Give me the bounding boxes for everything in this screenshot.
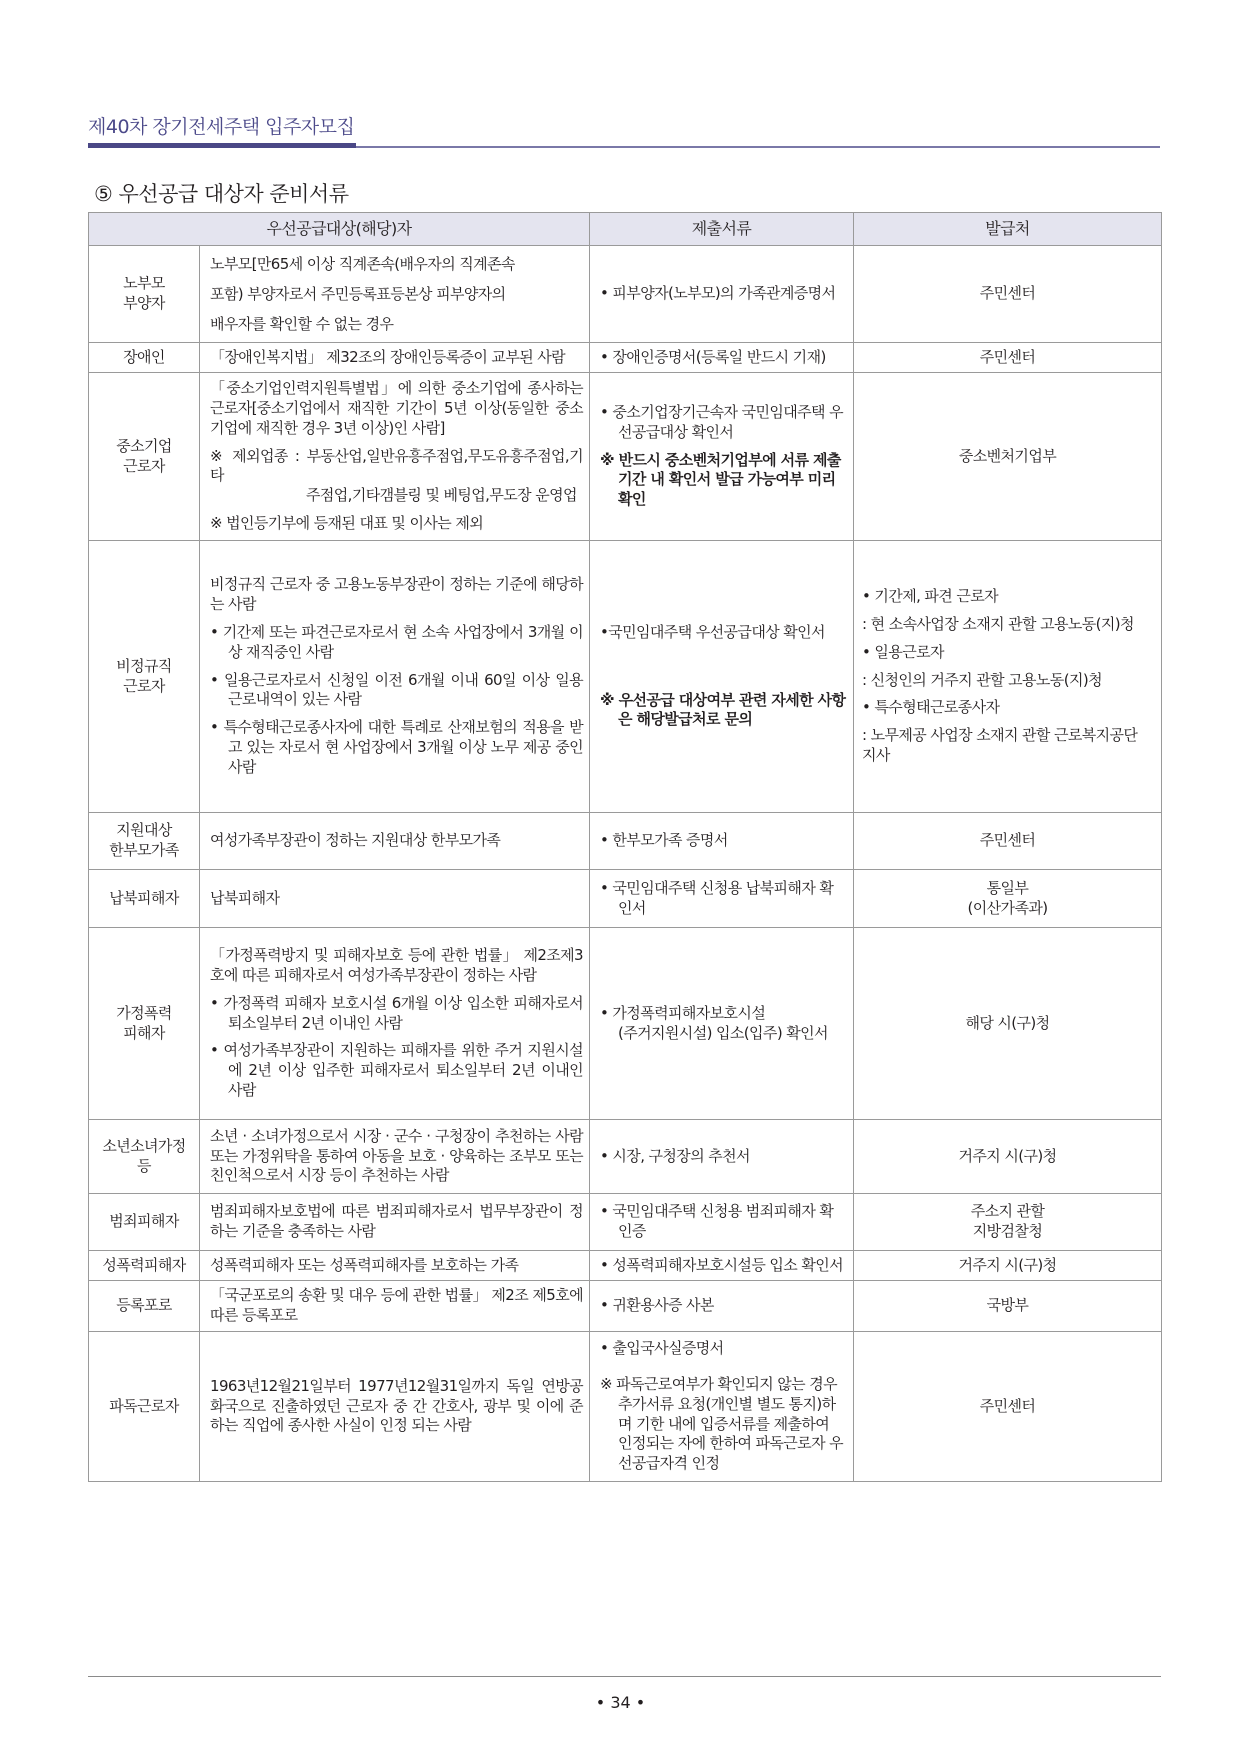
row-documents: • 출입국사실증명서 ※ 파독근로여부가 확인되지 않는 경우 추가서류 요청(개인별 별도 통지)하며 기한 내에 입증서류를 제출하여 인정되는 자에 한하여 파독근로자 우선공급자격 인정 bbox=[590, 1332, 854, 1482]
row-category: 등록포로 bbox=[89, 1281, 200, 1332]
row-documents: • 시장, 구청장의 추천서 bbox=[590, 1120, 854, 1194]
list-item: • 기간제 또는 파견근로자로서 현 소속 사업장에서 3개월 이상 재직중인 사람 bbox=[210, 623, 583, 661]
row-issuer: 주민센터 bbox=[854, 246, 1162, 343]
row-eligibility: 「중소기업인력지원특별법」에 의한 중소기업에 종사하는 근로자[중소기업에서 재직한 기간이 5년 이상(동일한 중소기업에 재직한 경우 3년 이상)인 사람] ※ 제외업종 : 부동산업,일반유흥주점업,무도유흥주점업,기타 주점업,기타갬블링 및 베팅업,무도장 운영업 ※ 법인등기부에 등재된 대표 및 이사는 제외 bbox=[200, 373, 590, 541]
row-issuer: 통일부 (이산가족과) bbox=[854, 870, 1162, 928]
row-eligibility: 소년 · 소녀가정으로서 시장 · 군수 · 구청장이 추천하는 사람 또는 가정위탁을 통하여 아동을 보호 · 양육하는 조부모 또는 친인척으로서 시장 등이 추천하는 사람 bbox=[200, 1120, 590, 1194]
row-issuer: 주민센터 bbox=[854, 813, 1162, 870]
row-issuer: 해당 시(구)청 bbox=[854, 928, 1162, 1120]
row-issuer: 주소지 관할 지방검찰청 bbox=[854, 1194, 1162, 1251]
row-eligibility: 여성가족부장관이 정하는 지원대상 한부모가족 bbox=[200, 813, 590, 870]
col-header-issuer: 발급처 bbox=[854, 213, 1162, 246]
row-category: 가정폭력 피해자 bbox=[89, 928, 200, 1120]
table-row bbox=[89, 343, 1162, 373]
row-issuer: • 기간제, 파견 근로자 : 현 소속사업장 소재지 관할 고용노동(지)청 • 일용근로자 : 신청인의 거주지 관할 고용노동(지)청 • 특수형태근로종사자 : 노무제공 사업장 소재지 관할 근로복지공단 지사 bbox=[854, 541, 1162, 813]
row-documents: • 성폭력피해자보호시설등 입소 확인서 bbox=[590, 1251, 854, 1281]
col-header-eligibility: 우선공급대상(해당)자 bbox=[89, 213, 590, 246]
row-category: 납북피해자 bbox=[89, 870, 200, 928]
table-row bbox=[89, 870, 1162, 928]
header-accent-bar bbox=[88, 143, 356, 148]
row-eligibility: 「장애인복지법」 제32조의 장애인등록증이 교부된 사람 bbox=[200, 343, 590, 373]
row-eligibility: 성폭력피해자 또는 성폭력피해자를 보호하는 가족 bbox=[200, 1251, 590, 1281]
row-documents: • 가정폭력피해자보호시설 (주거지원시설) 입소(입주) 확인서 bbox=[590, 928, 854, 1120]
table-row bbox=[89, 1332, 1162, 1482]
row-eligibility: 「가정폭력방지 및 피해자보호 등에 관한 법률」 제2조제3호에 따른 피해자로서 여성가족부장관이 정하는 사람 • 가정폭력 피해자 보호시설 6개월 이상 입소한 피해자로서 퇴소일부터 2년 이내인 사람 • 여성가족부장관이 지원하는 피해자를 위한 주거 지원시설에 2년 이상 입주한 피해자로서 퇴소일부터 2년 이내인 사람 bbox=[200, 928, 590, 1120]
table-row bbox=[89, 1120, 1162, 1194]
row-documents: • 국민임대주택 신청용 납북피해자 확인서 bbox=[590, 870, 854, 928]
row-category: 성폭력피해자 bbox=[89, 1251, 200, 1281]
row-category: 소년소녀가정 등 bbox=[89, 1120, 200, 1194]
row-documents: •국민임대주택 우선공급대상 확인서 ※ 우선공급 대상여부 관련 자세한 사항은 해당발급처로 문의 bbox=[590, 541, 854, 813]
row-issuer: 주민센터 bbox=[854, 343, 1162, 373]
page-header-title: 제40차 장기전세주택 입주자모집 bbox=[88, 116, 355, 138]
list-item: • 일용근로자로서 신청일 이전 6개월 이내 60일 이상 일용근로내역이 있는 사람 bbox=[210, 670, 583, 709]
row-eligibility: 비정규직 근로자 중 고용노동부장관이 정하는 기준에 해당하는 사람 • 기간제 또는 파견근로자로서 현 소속 사업장에서 3개월 이상 재직중인 사람 • 일용근로자로서 신청일 이전 6개월 이내 60일 이상 일용근로내역이 있는 사람 • 특수형태근로종사자에 대한 특례로 산재보험의 적용을 받고 있는 자로서 현 사업장에서 3개월 이상 노무 제공 중인 사람 bbox=[200, 541, 590, 813]
footer-rule bbox=[88, 1676, 1161, 1677]
row-eligibility: 범죄피해자보호법에 따른 범죄피해자로서 법무부장관이 정하는 기준을 충족하는 사람 bbox=[200, 1194, 590, 1251]
row-issuer: 주민센터 bbox=[854, 1332, 1162, 1482]
list-item: • 가정폭력 피해자 보호시설 6개월 이상 입소한 피해자로서 퇴소일부터 2년 이내인 사람 bbox=[210, 993, 583, 1032]
table-row bbox=[89, 813, 1162, 870]
row-eligibility: 납북피해자 bbox=[200, 870, 590, 928]
row-documents: • 귀환용사증 사본 bbox=[590, 1281, 854, 1332]
table-row bbox=[89, 928, 1162, 1120]
table-row bbox=[89, 1281, 1162, 1332]
table-row bbox=[89, 373, 1162, 541]
row-issuer: 거주지 시(구)청 bbox=[854, 1251, 1162, 1281]
table-row bbox=[89, 1251, 1162, 1281]
table-row bbox=[89, 541, 1162, 813]
row-category: 장애인 bbox=[89, 343, 200, 373]
row-category: 비정규직 근로자 bbox=[89, 541, 200, 813]
row-eligibility: 「국군포로의 송환 및 대우 등에 관한 법률」 제2조 제5호에 따른 등록포로 bbox=[200, 1281, 590, 1332]
row-category: 중소기업 근로자 bbox=[89, 373, 200, 541]
row-documents: • 중소기업장기근속자 국민임대주택 우선공급대상 확인서 ※ 반드시 중소벤처기업부에 서류 제출 기간 내 확인서 발급 가능여부 미리 확인 bbox=[590, 373, 854, 541]
exclusion-label: ※ 제외업종 : bbox=[210, 446, 307, 465]
row-issuer: 중소벤처기업부 bbox=[854, 373, 1162, 541]
row-documents: • 피부양자(노부모)의 가족관계증명서 bbox=[590, 246, 854, 343]
row-issuer: 국방부 bbox=[854, 1281, 1162, 1332]
list-item: • 특수형태근로종사자에 대한 특례로 산재보험의 적용을 받고 있는 자로서 현 사업장에서 3개월 이상 노무 제공 중인 사람 bbox=[210, 718, 583, 776]
col-header-documents: 제출서류 bbox=[590, 213, 854, 246]
row-documents: • 한부모가족 증명서 bbox=[590, 813, 854, 870]
row-documents: • 국민임대주택 신청용 범죄피해자 확인증 bbox=[590, 1194, 854, 1251]
list-item: • 여성가족부장관이 지원하는 피해자를 위한 주거 지원시설에 2년 이상 입주한 피해자로서 퇴소일부터 2년 이내인 사람 bbox=[210, 1041, 583, 1099]
table-header-row bbox=[89, 213, 1162, 246]
row-category: 범죄피해자 bbox=[89, 1194, 200, 1251]
row-eligibility: 노부모[만65세 이상 직계존속(배우자의 직계존속 포함) 부양자로서 주민등록표등본상 피부양자의 배우자를 확인할 수 없는 경우 bbox=[200, 246, 590, 343]
row-documents: • 장애인증명서(등록일 반드시 기재) bbox=[590, 343, 854, 373]
table-row bbox=[89, 1194, 1162, 1251]
row-category: 파독근로자 bbox=[89, 1332, 200, 1482]
priority-supply-documents-table bbox=[88, 212, 1162, 1482]
row-issuer: 거주지 시(구)청 bbox=[854, 1120, 1162, 1194]
row-category: 지원대상 한부모가족 bbox=[89, 813, 200, 870]
section-title: ⑤ 우선공급 대상자 준비서류 bbox=[94, 182, 349, 206]
page-number: • 34 • bbox=[595, 1693, 646, 1712]
table-row bbox=[89, 246, 1162, 343]
row-eligibility: 1963년12월21일부터 1977년12월31일까지 독일 연방공화국으로 진출하였던 근로자 중 간 간호사, 광부 및 이에 준하는 직업에 종사한 사실이 인정 되는 사람 bbox=[200, 1332, 590, 1482]
row-category: 노부모 부양자 bbox=[89, 246, 200, 343]
